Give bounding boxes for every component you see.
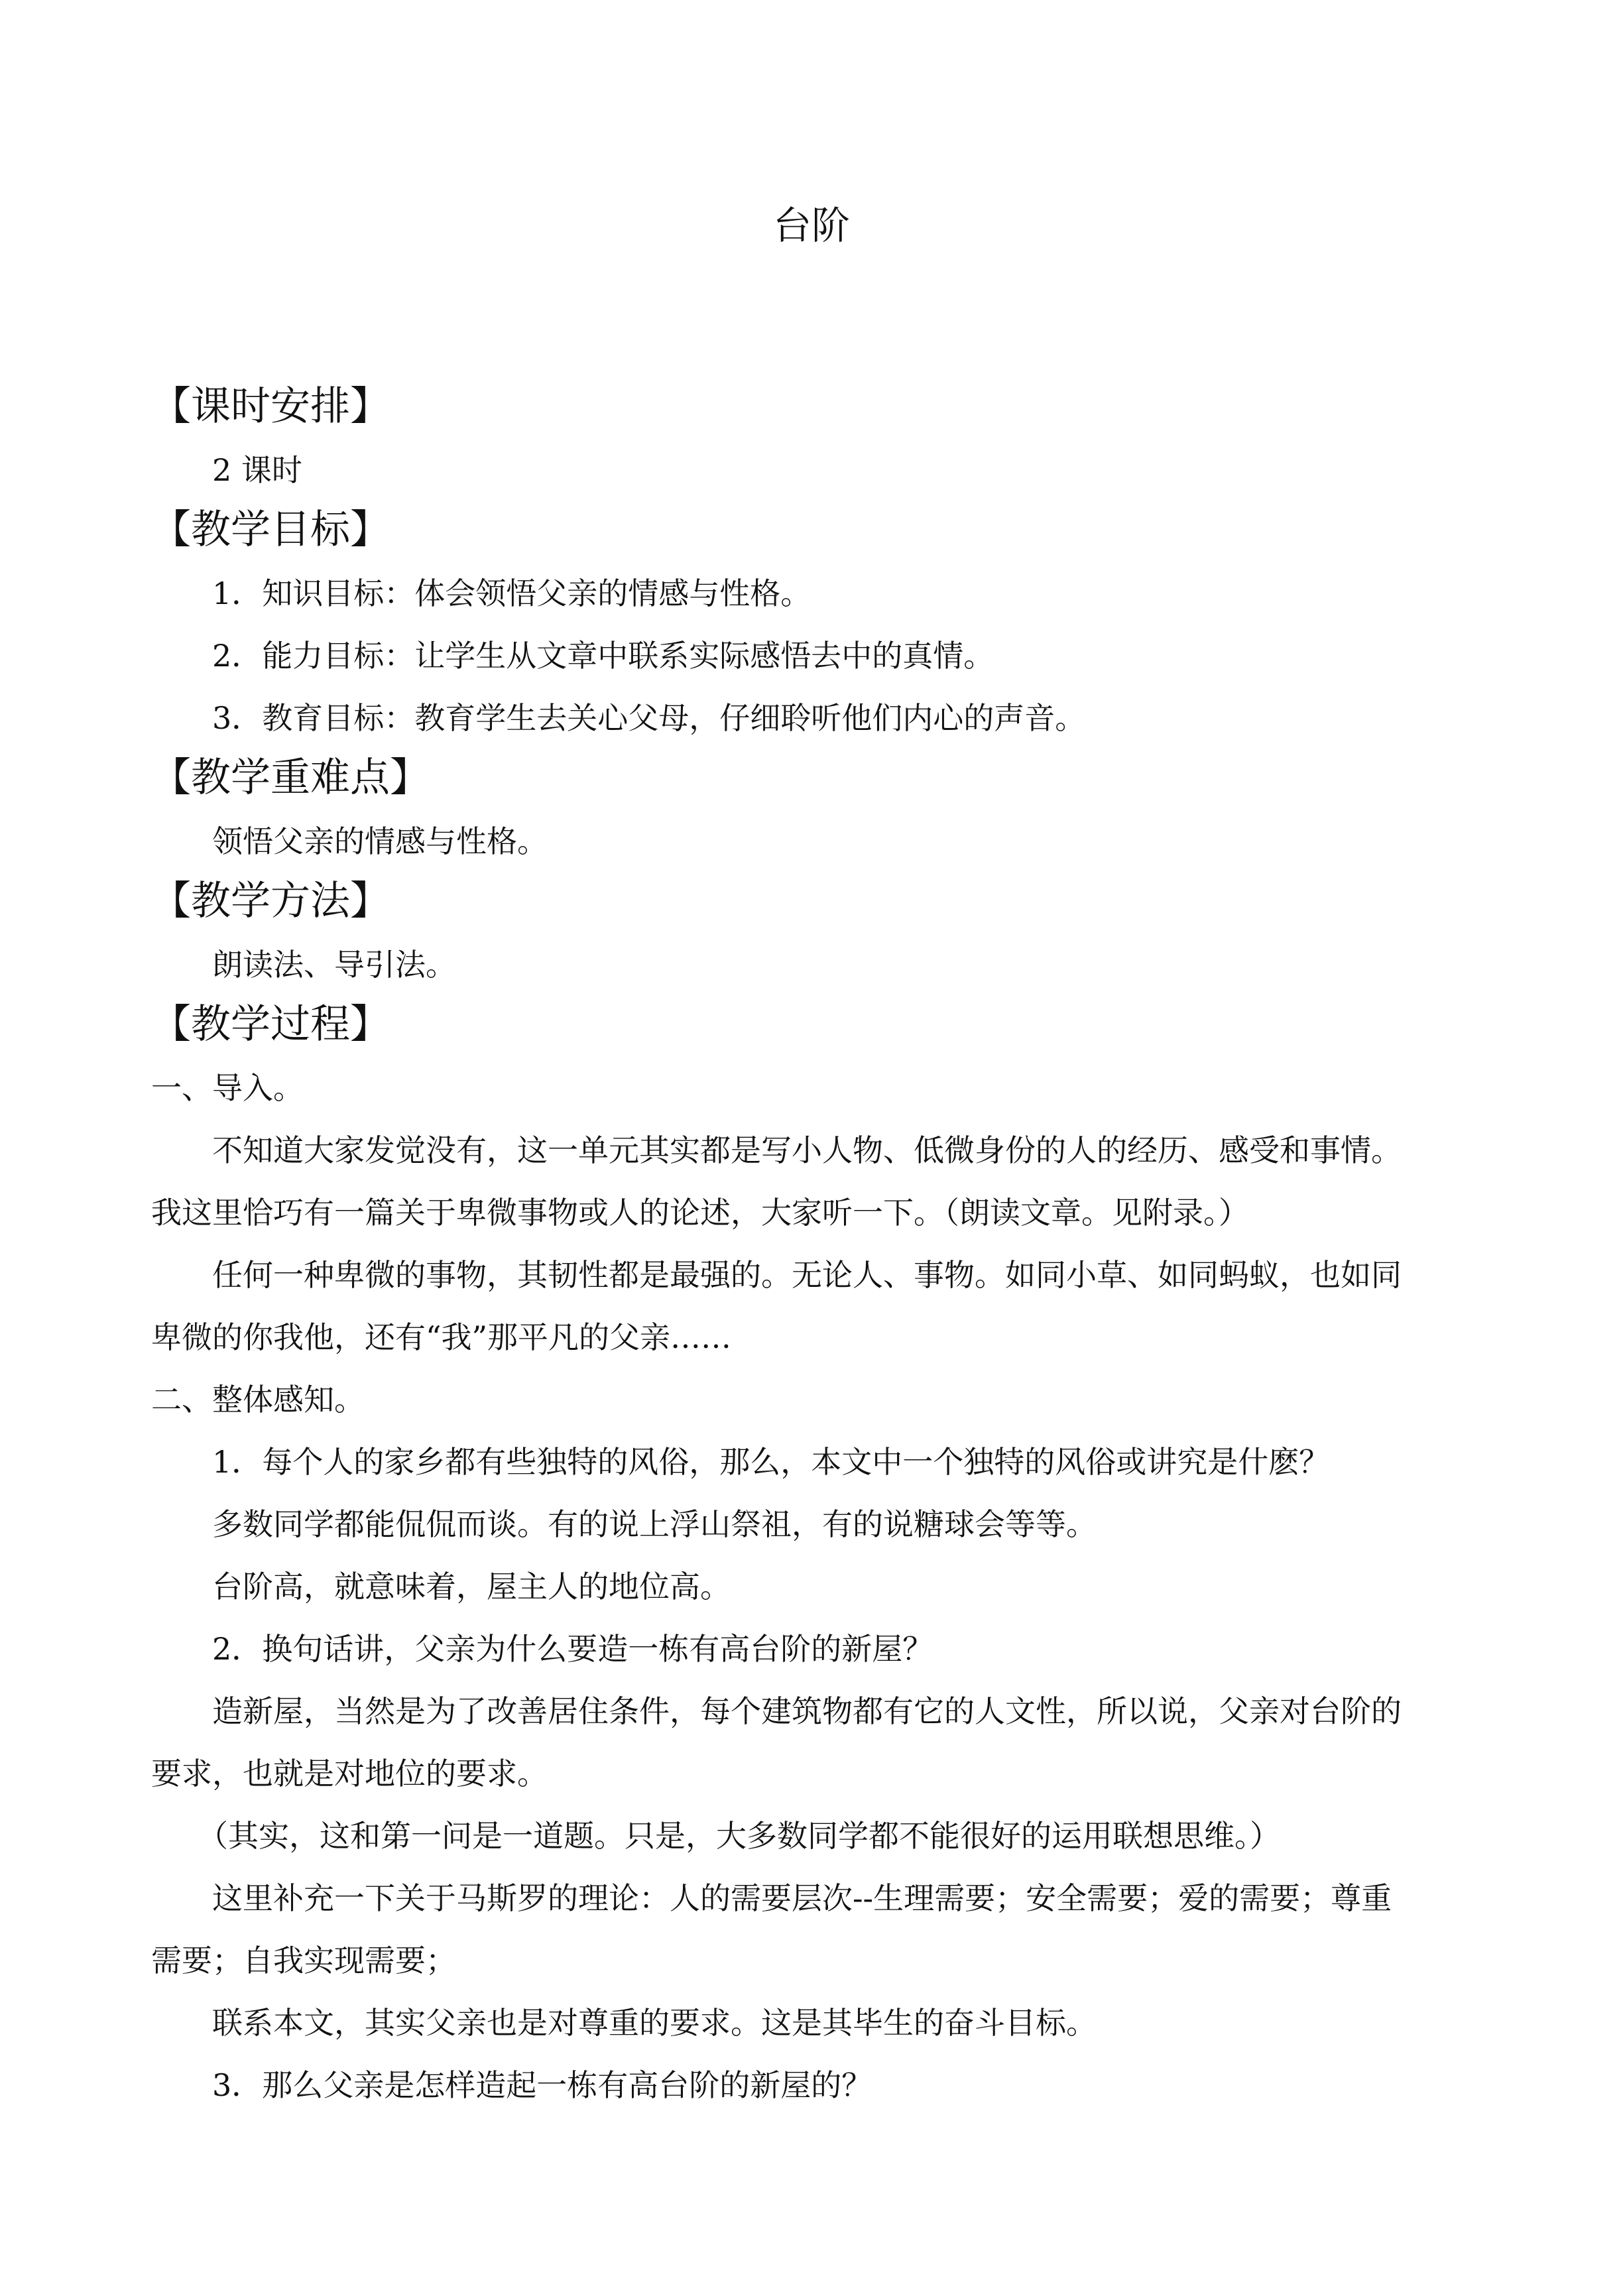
schedule-text: 2 课时 [212, 452, 302, 488]
note-line: （其实，这和第一问是一道题。只是，大多数同学都不能很好的运用联想思维。） [198, 1818, 1280, 1854]
document-title: 台阶 [772, 203, 850, 248]
question-1: 1．每个人的家乡都有些独特的风俗，那么，本文中一个独特的风俗或讲究是什麽？ [212, 1444, 1330, 1480]
question-2: 2．换句话讲，父亲为什么要造一栋有高台阶的新屋？ [212, 1631, 933, 1667]
paragraph-line: 这里补充一下关于马斯罗的理论：人的需要层次--生理需要；安全需要；爱的需要；尊重 [212, 1880, 1392, 1916]
process-part2-title: 二、整体感知。 [151, 1382, 365, 1418]
goal-item-3: 3．教育目标：教育学生去关心父母，仔细聆听他们内心的声音。 [212, 700, 1086, 736]
paragraph-line: 不知道大家发觉没有，这一单元其实都是写小人物、低微身份的人的经历、感受和事情。 [212, 1132, 1402, 1168]
methods-text: 朗读法、导引法。 [212, 947, 456, 983]
section-heading-key-points: 【教学重难点】 [151, 755, 430, 801]
paragraph-line: 造新屋，当然是为了改善居住条件，每个建筑物都有它的人文性，所以说，父亲对台阶的 [212, 1693, 1402, 1729]
answer-line: 多数同学都能侃侃而谈。有的说上浮山祭祖，有的说糖球会等等。 [212, 1506, 1097, 1542]
paragraph-line: 任何一种卑微的事物，其韧性都是最强的。无论人、事物。如同小草、如同蚂蚁，也如同 [212, 1257, 1402, 1293]
section-heading-goals: 【教学目标】 [151, 507, 390, 553]
section-heading-process: 【教学过程】 [151, 1001, 390, 1048]
process-part1-title: 一、导入。 [151, 1070, 304, 1106]
goal-item-2: 2．能力目标：让学生从文章中联系实际感悟去中的真情。 [212, 638, 994, 674]
section-heading-schedule: 【课时安排】 [151, 383, 390, 430]
section-heading-methods: 【教学方法】 [151, 878, 390, 924]
paragraph-line: 我这里恰巧有一篇关于卑微事物或人的论述，大家听一下。（朗读文章。见附录。） [151, 1195, 1249, 1231]
goal-item-1: 1．知识目标：体会领悟父亲的情感与性格。 [212, 575, 812, 611]
paragraph-line: 要求，也就是对地位的要求。 [151, 1756, 548, 1791]
paragraph-line: 需要；自我实现需要； [151, 1943, 456, 1978]
key-points-text: 领悟父亲的情感与性格。 [212, 823, 548, 859]
paragraph-line: 卑微的你我他，还有“我”那平凡的父亲…… [151, 1319, 732, 1355]
answer-line: 台阶高，就意味着，屋主人的地位高。 [212, 1569, 731, 1604]
document-body [151, 378, 1484, 2116]
paragraph-line: 联系本文，其实父亲也是对尊重的要求。这是其毕生的奋斗目标。 [212, 2005, 1097, 2041]
question-3: 3．那么父亲是怎样造起一栋有高台阶的新屋的？ [212, 2067, 872, 2103]
